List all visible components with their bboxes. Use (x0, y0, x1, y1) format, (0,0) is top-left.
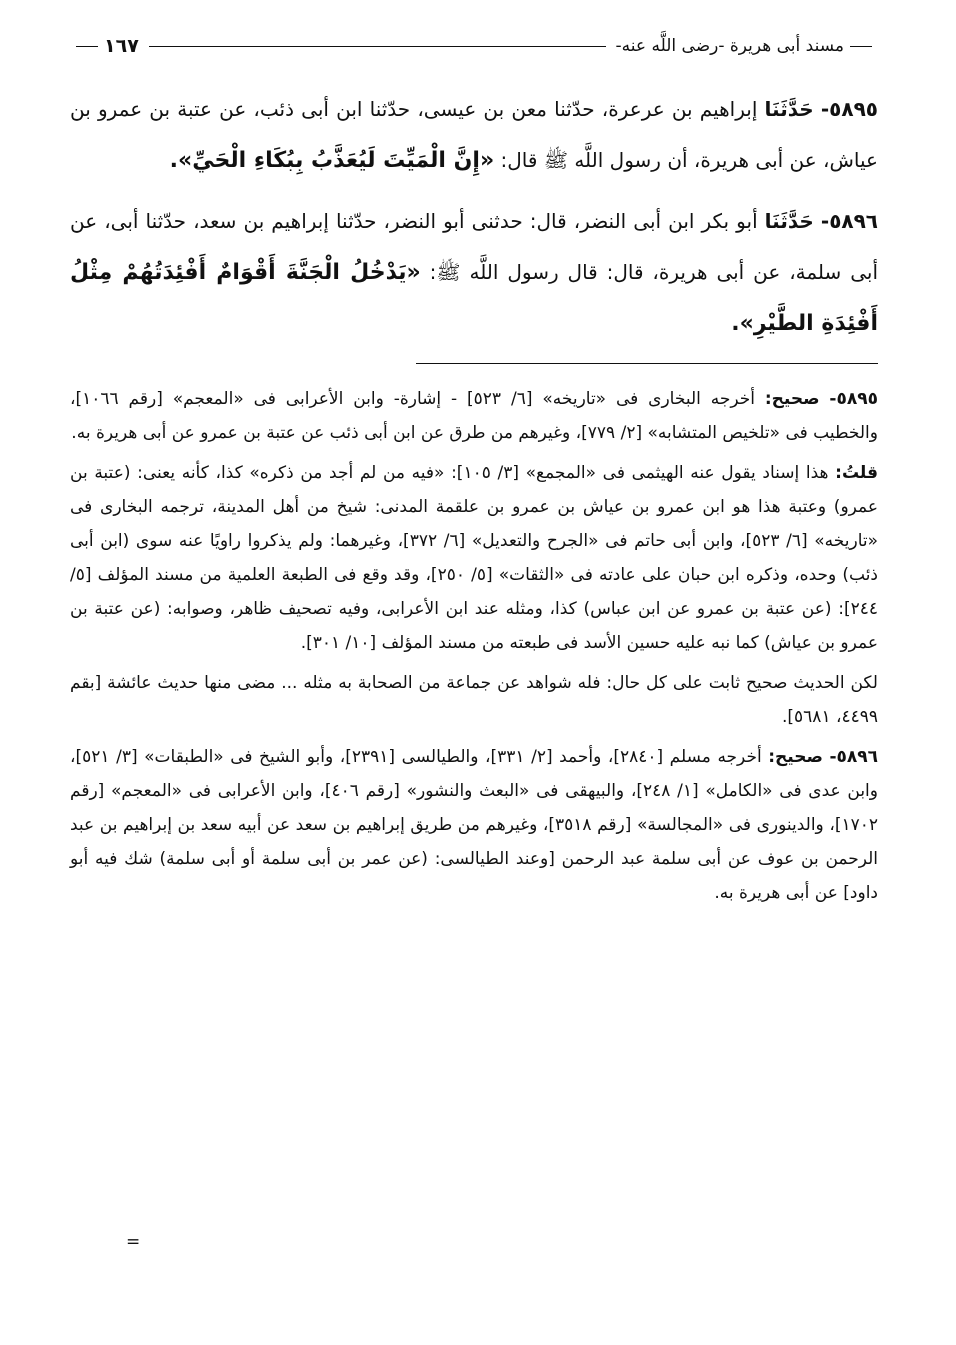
note-text: أخرجه مسلم [٢٨٤٠]، وأحمد [٢/ ٣٣١]، والطيالسى [٢٣٩١]، وأبو الشيخ فى «الطبقات» [٣/ ٥٢١]، وابن عدى فى «الكامل» [١/ ٢٤٨]، والبيهقى فى «البعث والنشور» [رقم ٤٠٦]، وابن الأعرابى فى «المعجم» [رقم ١٧٠٢]، والدينورى فى «المجالسة» [رقم ٣٥١٨]، وغيرهم من طريق إبراهيم بن سعد عن أبيه سعد بن إبراهيم بن عبد الرحمن بن عوف عن أبى سلمة عبد الرحمن [وعند الطيالسى: (عن عمر بن أبى سلمة أو أبى سلمة) شك فيه أبو داود] عن أبى هريرة به. (70, 747, 878, 903)
hadith-5895 (70, 84, 878, 186)
note-qultu (70, 456, 878, 660)
running-header (70, 30, 878, 62)
lakin-text: لكن الحديث صحيح ثابت على كل حال: فله شواهد عن جماعة من الصحابة به مثله ... مضى منها حديث عائشة [بقم ٤٤٩٩، ٥٦٨١]. (70, 673, 878, 727)
footnotes (70, 382, 878, 910)
qultu-label: قلتُ: (835, 463, 879, 483)
note-5895 (70, 382, 878, 450)
hadith-matn: «يَدْخُلُ الْجَنَّةَ أَقْوَامٌ أَفْئِدَتُهُمْ مِثْلُ أَفْئِدَةِ الطَّيْرِ». (70, 260, 878, 336)
note-text: أخرجه البخارى فى «تاريخه» [٦/ ٥٢٣] - إشارة- وابن الأعرابى فى «المعجم» [رقم ١٠٦٦]، والخطيب فى «تلخيص المتشابه» [٢/ ٧٧٩]، وغيرهم من طرق عن ابن أبى ذئب عن عتبة بن عمرو عن أبى هريرة به. (70, 389, 878, 443)
note-5896 (70, 740, 878, 910)
hadith-isnad: أبو بكر ابن أبى النضر، قال: حدثنى أبو النضر، حدّثنا إبراهيم بن سعد، حدّثنا أبى، عن أبى سلمة، عن أبى هريرة، قال: قال رسول اللَّه ﷺ: (70, 209, 879, 284)
footnote-separator (416, 363, 878, 364)
haddathana: حَدَّثَنَا (764, 209, 814, 233)
hadith-isnad: إبراهيم بن عرعرة، حدّثنا معن بن عيسى، حدّثنا ابن أبى ذئب، عن عتبة بن عمرو بن عياش، عن أبى هريرة، أن رسول اللَّه ﷺ قال: (70, 97, 878, 172)
note-grade: صحيح: (768, 747, 823, 767)
haddathana: حَدَّثَنَا (764, 97, 814, 121)
hadith-section (70, 84, 878, 349)
qultu-text: هذا إسناد يقول عنه الهيثمى فى «المجمع» [٣/ ١٠٥]: «فيه من لم أجد من ذكره» كذا، كأنه يعنى: (عتبة بن عمرو) وعتبة هذا هو ابن عمرو بن عياش بن عمرو بن علقمة المدنى: شيخ من أهل المدينة، ترجمه البخارى فى «تاريخه» [٦/ ٥٢٣]، وابن أبى حاتم فى «الجرح والتعديل» [٦/ ٣٧٢]، وغيرهما: ولم يذكروا راويًا عنه سوى (ابن أبى ذئب) وحده، وذكره ابن حبان على عادته فى «الثقات» [٥/ ٢٥٠]، وقد وقع فى الطبعة العلمية من مسند المؤلف [٥/ ٢٤٤]: (عن عتبة بن عمرو عن ابن عباس) كذا، ومثله عند ابن الأعرابى، وفيه تصحيف ظاهر، وصوابه: (عن عتبة بن عمرو بن عياش) كما نبه عليه حسين الأسد فى طبعته من مسند المؤلف [١٠/ ٣٠١]. (70, 463, 879, 653)
note-grade: صحيح: (764, 389, 820, 409)
header-dash (850, 46, 872, 47)
header-rule (149, 46, 606, 47)
hadith-5896 (70, 196, 878, 349)
continuation-mark: = (126, 1232, 141, 1252)
note-number: ٥٨٩٦- (829, 747, 879, 767)
header-dash-end (76, 46, 98, 47)
note-lakin (70, 666, 878, 734)
note-number: ٥٨٩٥- (829, 389, 878, 409)
hadith-matn: «إِنَّ الْمَيِّتَ لَيُعَذَّبُ بِبُكَاءِ الْحَيِّ». (169, 148, 495, 173)
hadith-number: ٥٨٩٥- (820, 97, 878, 121)
page-number: ١٦٧ (104, 35, 139, 57)
running-title: مسند أبى هريرة -رضى اللَّه عنه- (615, 36, 844, 56)
page (70, 30, 878, 916)
hadith-number: ٥٨٩٦- (820, 209, 879, 233)
